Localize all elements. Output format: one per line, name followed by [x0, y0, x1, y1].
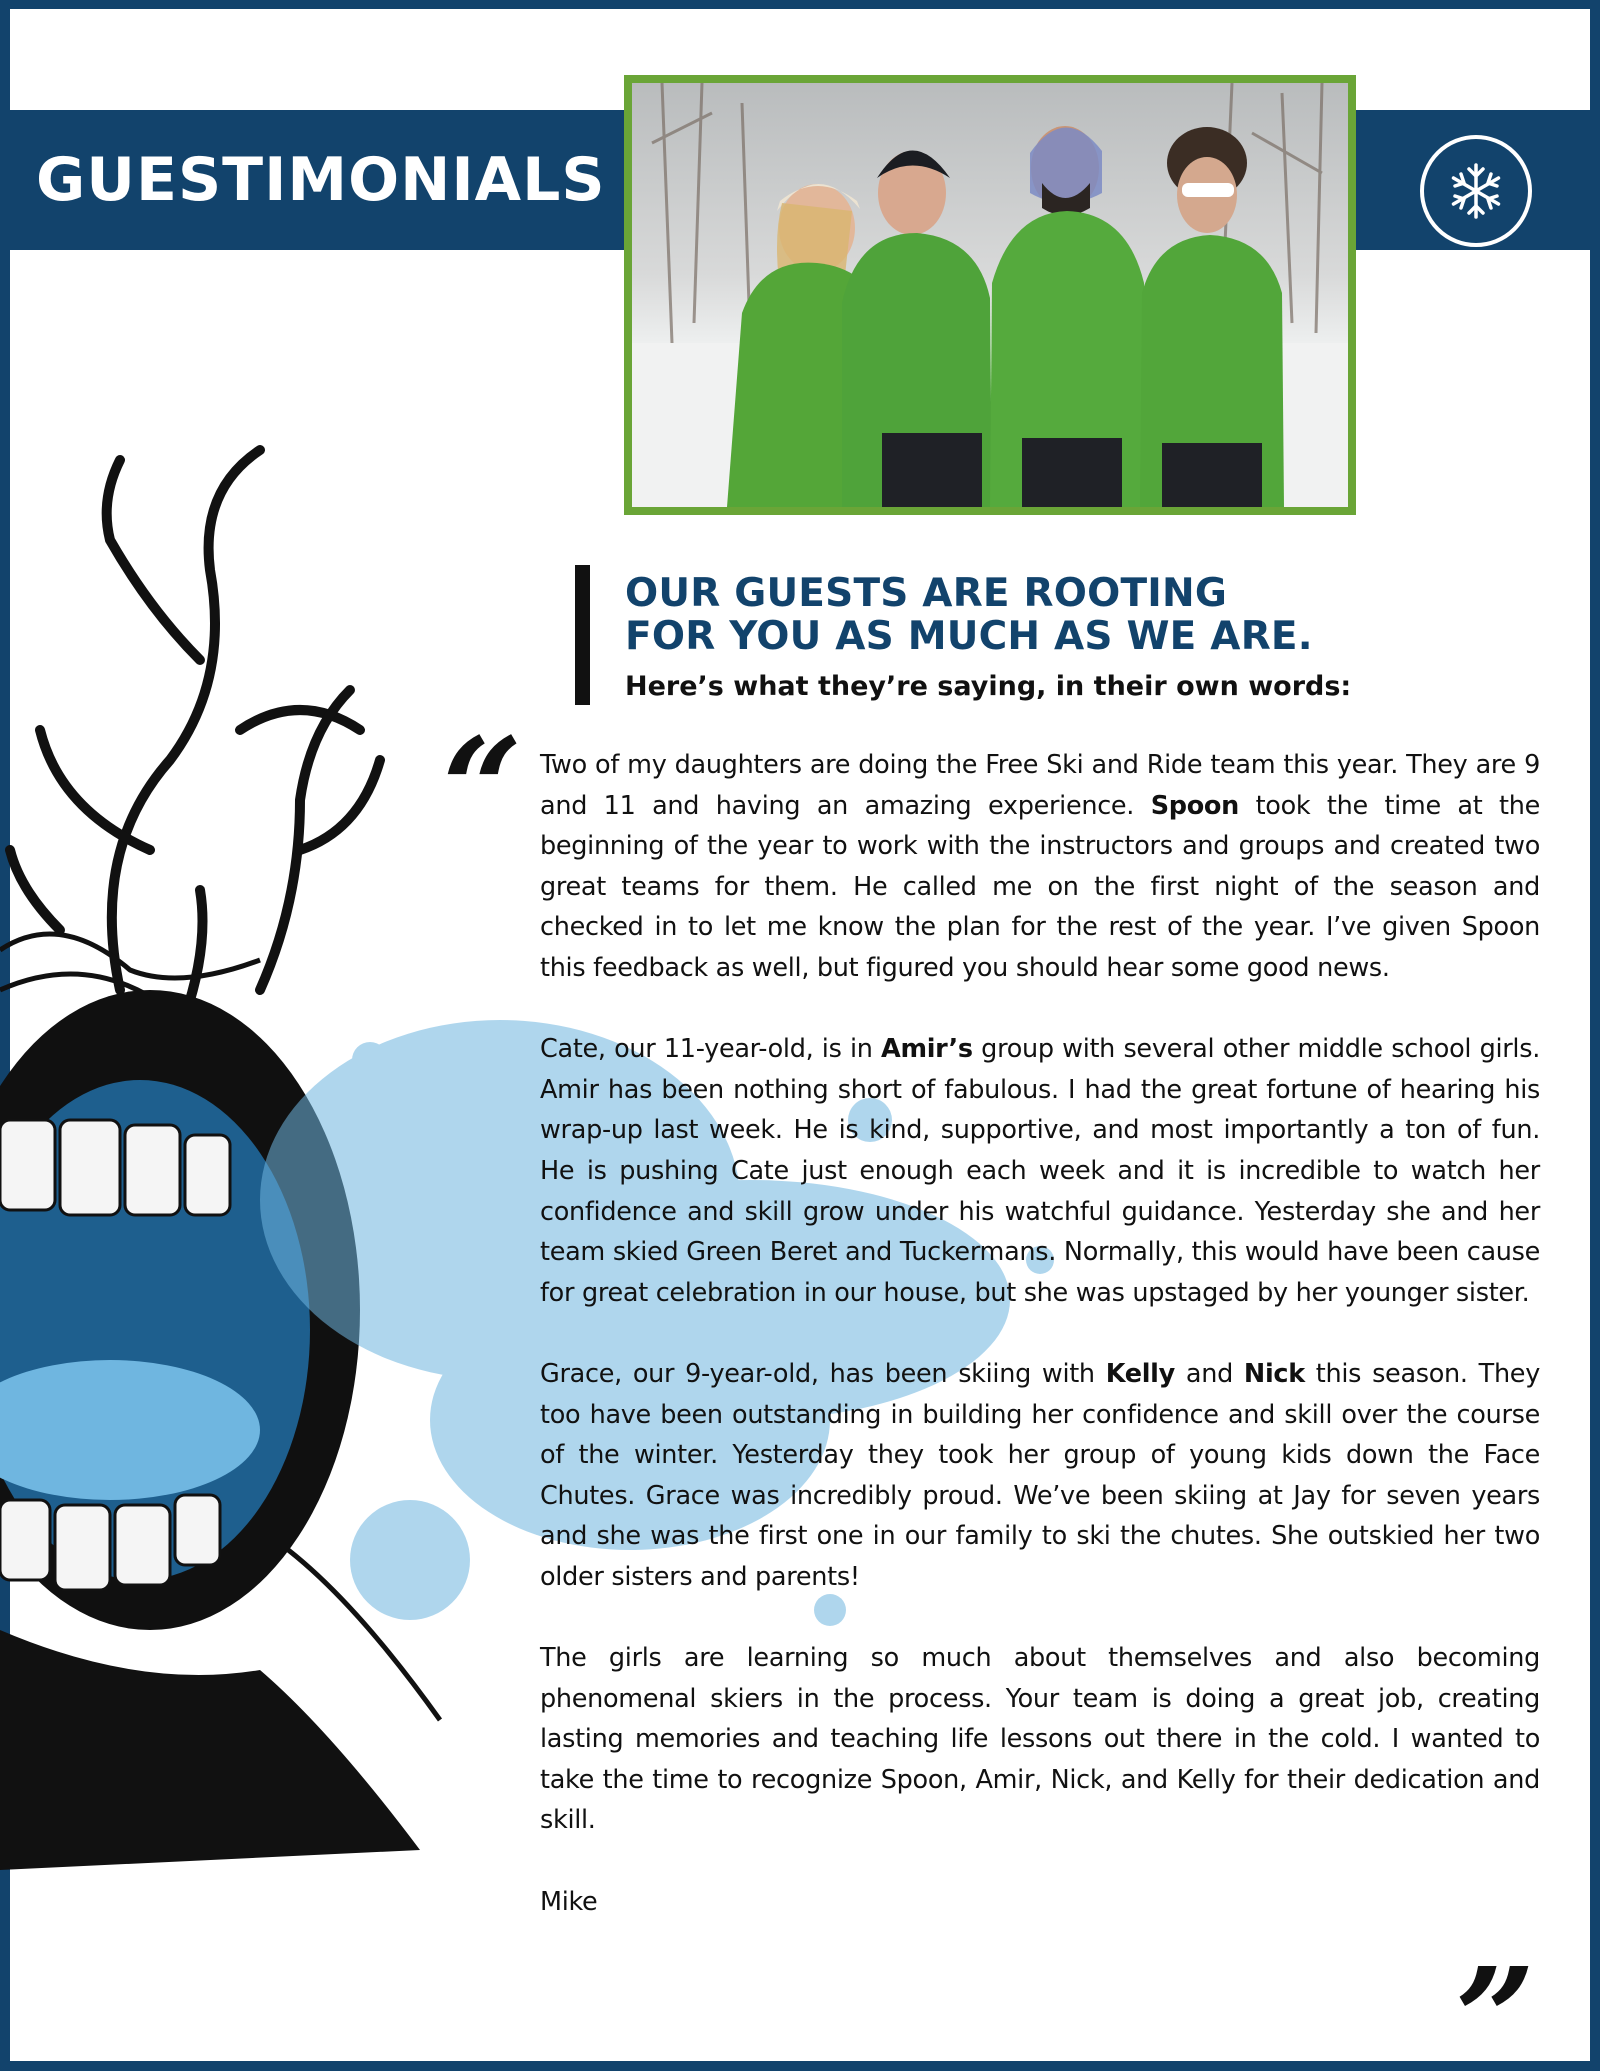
page-title: GUESTIMONIALS	[36, 145, 606, 215]
testimonial-paragraph-4: The girls are learning so much about themselves and also becoming phenomenal skiers in the process. Your team is doing a great job, creating lasting memories and teaching life lessons out there in the cold. I wanted to take the time to recognize Spoon, Amir, Nick, and Kelly for their dedication and skill.	[540, 1643, 1540, 1836]
paragraph-text: group with several other middle school girls. Amir has been nothing short of fabulous. I had the great fortune of hearing his wrap-up last week. He is kind, supportive, and most importantly a ton of fun. He is pushing Cate just enough each week and it is incredible to watch her confidence and skill grow under his watchful guidance. Yesterday she and her team skied Green Beret and Tuckermans. Normally, this would have been cause for great celebration in our house, but she was upstaged by her younger sister.	[540, 1034, 1540, 1308]
snowflake-badge-icon	[1420, 135, 1532, 247]
staff-name: Spoon	[1150, 790, 1239, 821]
paragraph-text: and	[1174, 1358, 1244, 1389]
group-photo	[632, 83, 1348, 507]
heading-accent-bar	[575, 565, 590, 705]
staff-name: Amir’s	[881, 1034, 973, 1065]
testimonial-paragraph-1	[540, 745, 1540, 989]
testimonial-signature: Mike	[540, 1886, 598, 1917]
testimonial-body	[540, 745, 1540, 1922]
staff-name: Kelly	[1105, 1358, 1175, 1389]
paragraph-text: this season. They too have been outstanding in building her confidence and skill over the course of the winter. Yesterday they took her group of young kids down the Face Chutes. Grace was incredibly proud. We’ve been skiing at Jay for seven years and she was the first one in our family to ski the chutes. She outskied her two older sisters and parents!	[540, 1358, 1540, 1592]
photo-illustration	[632, 83, 1348, 507]
staff-name: Nick	[1243, 1358, 1305, 1389]
testimonial-paragraph-2	[540, 1029, 1540, 1313]
paragraph-text: Cate, our 11-year-old, is in	[540, 1034, 882, 1065]
testimonial-paragraph-3	[540, 1354, 1540, 1598]
open-quote-mark: “	[442, 708, 523, 872]
paragraph-text: took the time at the beginning of the year to work with the instructors and groups and created two great teams for them. He called me on the first night of the season and checked in to let me know the plan for the rest of the year. I’ve given Spoon this feedback as well, but figured you should hear some good news.	[540, 790, 1540, 983]
close-quote-mark: ”	[1455, 1938, 1536, 2071]
section-heading-line-1: OUR GUESTS ARE ROOTING	[625, 571, 1228, 616]
section-subheading: Here’s what they’re saying, in their own words:	[625, 671, 1352, 702]
paragraph-text: Grace, our 9-year-old, has been skiing with	[540, 1358, 1106, 1389]
photo-frame	[624, 75, 1356, 515]
section-heading-line-2: FOR YOU AS MUCH AS WE ARE.	[625, 614, 1313, 659]
paragraph-text: Two of my daughters are doing the Free Ski and Ride team this year. They are 9 and 11 and having an amazing experience.	[540, 750, 1540, 821]
